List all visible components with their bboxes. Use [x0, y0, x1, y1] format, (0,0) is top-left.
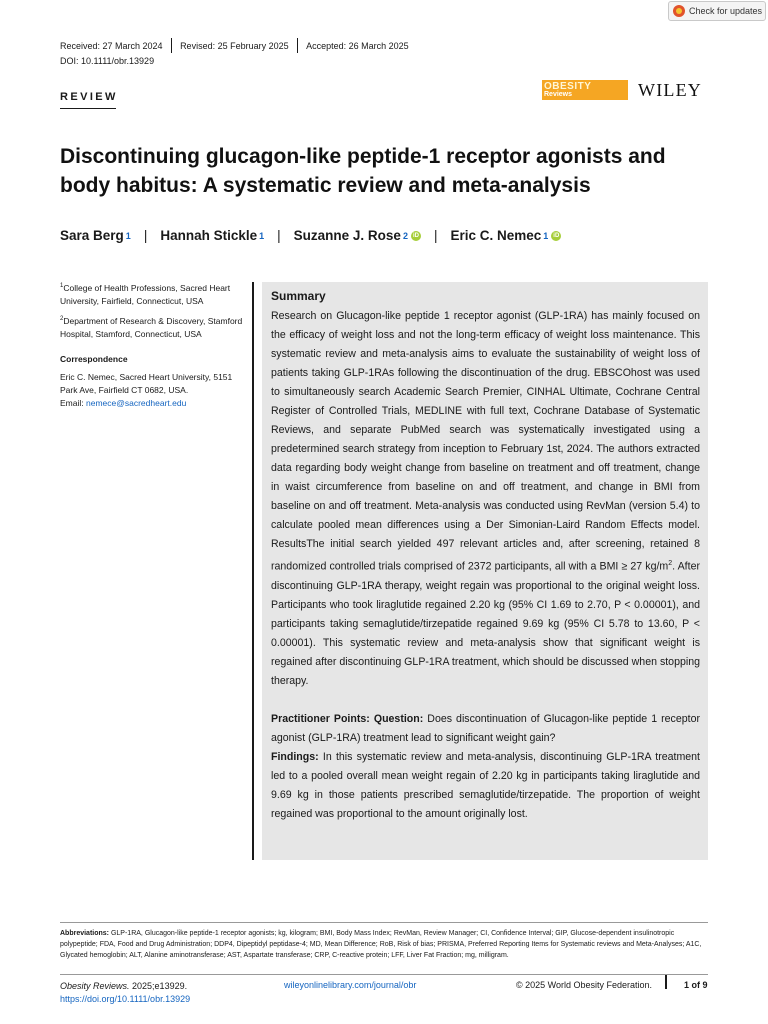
correspondence-heading: Correspondence	[60, 353, 128, 364]
date-separator	[171, 38, 173, 53]
author-separator: |	[433, 228, 438, 243]
received-date: Received: 27 March 2024	[60, 40, 163, 51]
abbreviations-label: Abbreviations:	[60, 930, 110, 937]
article-dates	[60, 38, 409, 53]
doi-link[interactable]: https://doi.org/10.1111/obr.13929	[60, 994, 191, 1004]
email-link[interactable]: nemece@sacredheart.edu	[86, 397, 187, 408]
article-title: Discontinuing glucagon-like peptide-1 receptor agonists and body habitus: A systematic review and meta-analysis	[60, 145, 666, 197]
findings-label: Findings:	[271, 750, 319, 763]
wiley-logo: WILEY	[638, 80, 702, 100]
footer-rule	[60, 974, 708, 975]
affiliation: $^2$Department of Research & Discovery, Stamford Hospital, Stamford, Connecticut, USA	[60, 315, 243, 339]
author-affiliation-mark: 1	[259, 230, 265, 241]
author-affiliation-mark: 1	[543, 230, 549, 241]
author-separator: |	[143, 228, 148, 243]
section-underline	[60, 108, 116, 109]
correspondence-address: Eric C. Nemec, Sacred Heart University, 5151 Park Ave, Fairfield CT 0682, USA.	[60, 371, 233, 395]
summary-rule	[252, 282, 254, 860]
abbreviations-rule	[60, 922, 708, 923]
author-name[interactable]: Suzanne J. Rose	[293, 228, 401, 243]
pp-question: Does discontinuation of Glucagon-like peptide 1 receptor agonist (GLP-1RA) treatment lead to significant weight gain?	[271, 712, 700, 744]
abbreviations	[60, 928, 708, 961]
email-label: Email:	[60, 397, 84, 408]
obesity-reviews-logo	[542, 80, 628, 100]
logo-text-bottom: Reviews	[544, 91, 573, 98]
pp-label: Practitioner Points: Question:	[271, 712, 424, 725]
doi: DOI: 10.1111/obr.13929	[60, 56, 155, 66]
orcid-icon[interactable]: iD	[553, 232, 560, 239]
section-label: REVIEW	[60, 91, 118, 103]
author-name[interactable]: Sara Berg	[60, 228, 124, 243]
summary-text: Research on Glucagon-like peptide 1 receptor agonist (GLP-1RA) has mainly focused on the efficacy of weight loss and not the long-term efficacy of weight loss maintenance. This systematic review and meta-analysis aims to evaluate the sustainability of weight loss of patients taking GLP-1RAs following the discontinuation of the drug. EBSCOhost was used to simultaneously search Academic Search Premier, CINHAL Ultimate, Cochrane Central Register of Controlled Trials, MEDLINE with full text, Cochrane Database of Systematic Reviews, and separate PubMed search was systematically investigated using a predetermined search strategy from inception to February 1st, 2024. The authors extracted data regarding body weight change from baseline on treatment and off treatment, change in waist circumference from baseline on and off treatment, and change in BMI from baseline on and off treatment. Meta-analysis was conducted using RevMan (version 5.4) to calculate pooled mean differences using a Der Simonian-Laird Random Effects model. ResultsThe initial search yielded 497 relevant articles and, after screening, retained 8 randomized controlled trials comprised of 2372 participants, all with a BMI ≥ 27 $kg/m^2$. After discontinuing GLP-1RA therapy, weight regain was proportional to the original weight loss. Participants who took liraglutide regained 2.20 kg (95% CI 1.69 to 2.70, P < 0.00001), and participants taking semaglutide/tirzepatide regained 9.69 kg (95% CI 5.78 to 13.60, P < 0.00001). This systematic review and meta-analysis show that significant weight is regained after discontinuing GLP-1RA treatment, which should be discussed when stopping therapy.	[271, 310, 700, 687]
citation: 2025;e13929.	[129, 981, 188, 991]
logo-text-top: OBESITY	[544, 81, 592, 92]
footer-citation	[60, 980, 190, 1006]
affiliation: $^1$College of Health Professions, Sacred Heart University, Fairfield, Connecticut, USA	[60, 282, 231, 306]
check-for-updates-label: Check for updates	[689, 6, 763, 16]
abbreviations-text: GLP-1RA, Glucagon-like peptide-1 receptor agonists; kg, kilogram; BMI, Body Mass Index; RevMan, Review Manager; CI, Confidence Interval; GIP, Glucose-dependent insulinotropic polypeptide; FDA, Food and Drug Administration; DDP4, Dipeptidyl peptidase-4; MD, Mean Difference; RoB, Risk of bias; PRISMA, Preferred Reporting Items for Systematic reviews and Meta-Analyses; A1C, Glycated hemoglobin; ALT, Alanine aminotransferase; AST, Aspartate transferase; CRP, C-reactive protein; LFF, Liver Fat Fraction; mg, milligram.	[60, 930, 702, 959]
author-name[interactable]: Eric C. Nemec	[450, 228, 542, 243]
check-for-updates-badge[interactable]	[668, 1, 766, 21]
revised-date: Revised: 25 February 2025	[180, 40, 289, 51]
affiliations-panel	[60, 280, 245, 410]
journal-name: Obesity Reviews.	[60, 981, 130, 991]
author-affiliation-mark: 2	[402, 230, 408, 241]
correspondence-block	[60, 371, 245, 410]
accepted-date: Accepted: 26 March 2025	[306, 40, 409, 51]
summary-box	[262, 282, 708, 860]
page-number: 1 of 9	[684, 980, 708, 990]
author-separator: |	[277, 228, 281, 243]
date-separator	[297, 38, 299, 53]
crossmark-icon	[673, 5, 685, 17]
findings-text: In this systematic review and meta-analysis, discontinuing GLP-1RA treatment led to a pooled overall mean weight regain of 2.20 kg in participants taking liraglutide and 9.69 kg in those patients prescribed semaglutide/tirzepatide. The proportion of weight regained was proportional to the amount originally lost.	[271, 750, 700, 820]
author-list	[60, 228, 561, 243]
copyright: © 2025 World Obesity Federation.	[516, 980, 653, 990]
orcid-icon[interactable]: iD	[412, 232, 419, 239]
summary-heading: Summary	[271, 289, 326, 303]
footer-separator	[665, 975, 667, 989]
author-name[interactable]: Hannah Stickle	[160, 228, 258, 243]
journal-site-link[interactable]: wileyonlinelibrary.com/journal/obr	[284, 980, 417, 990]
author-affiliation-mark: 1	[125, 230, 131, 241]
practitioner-points	[271, 710, 700, 824]
